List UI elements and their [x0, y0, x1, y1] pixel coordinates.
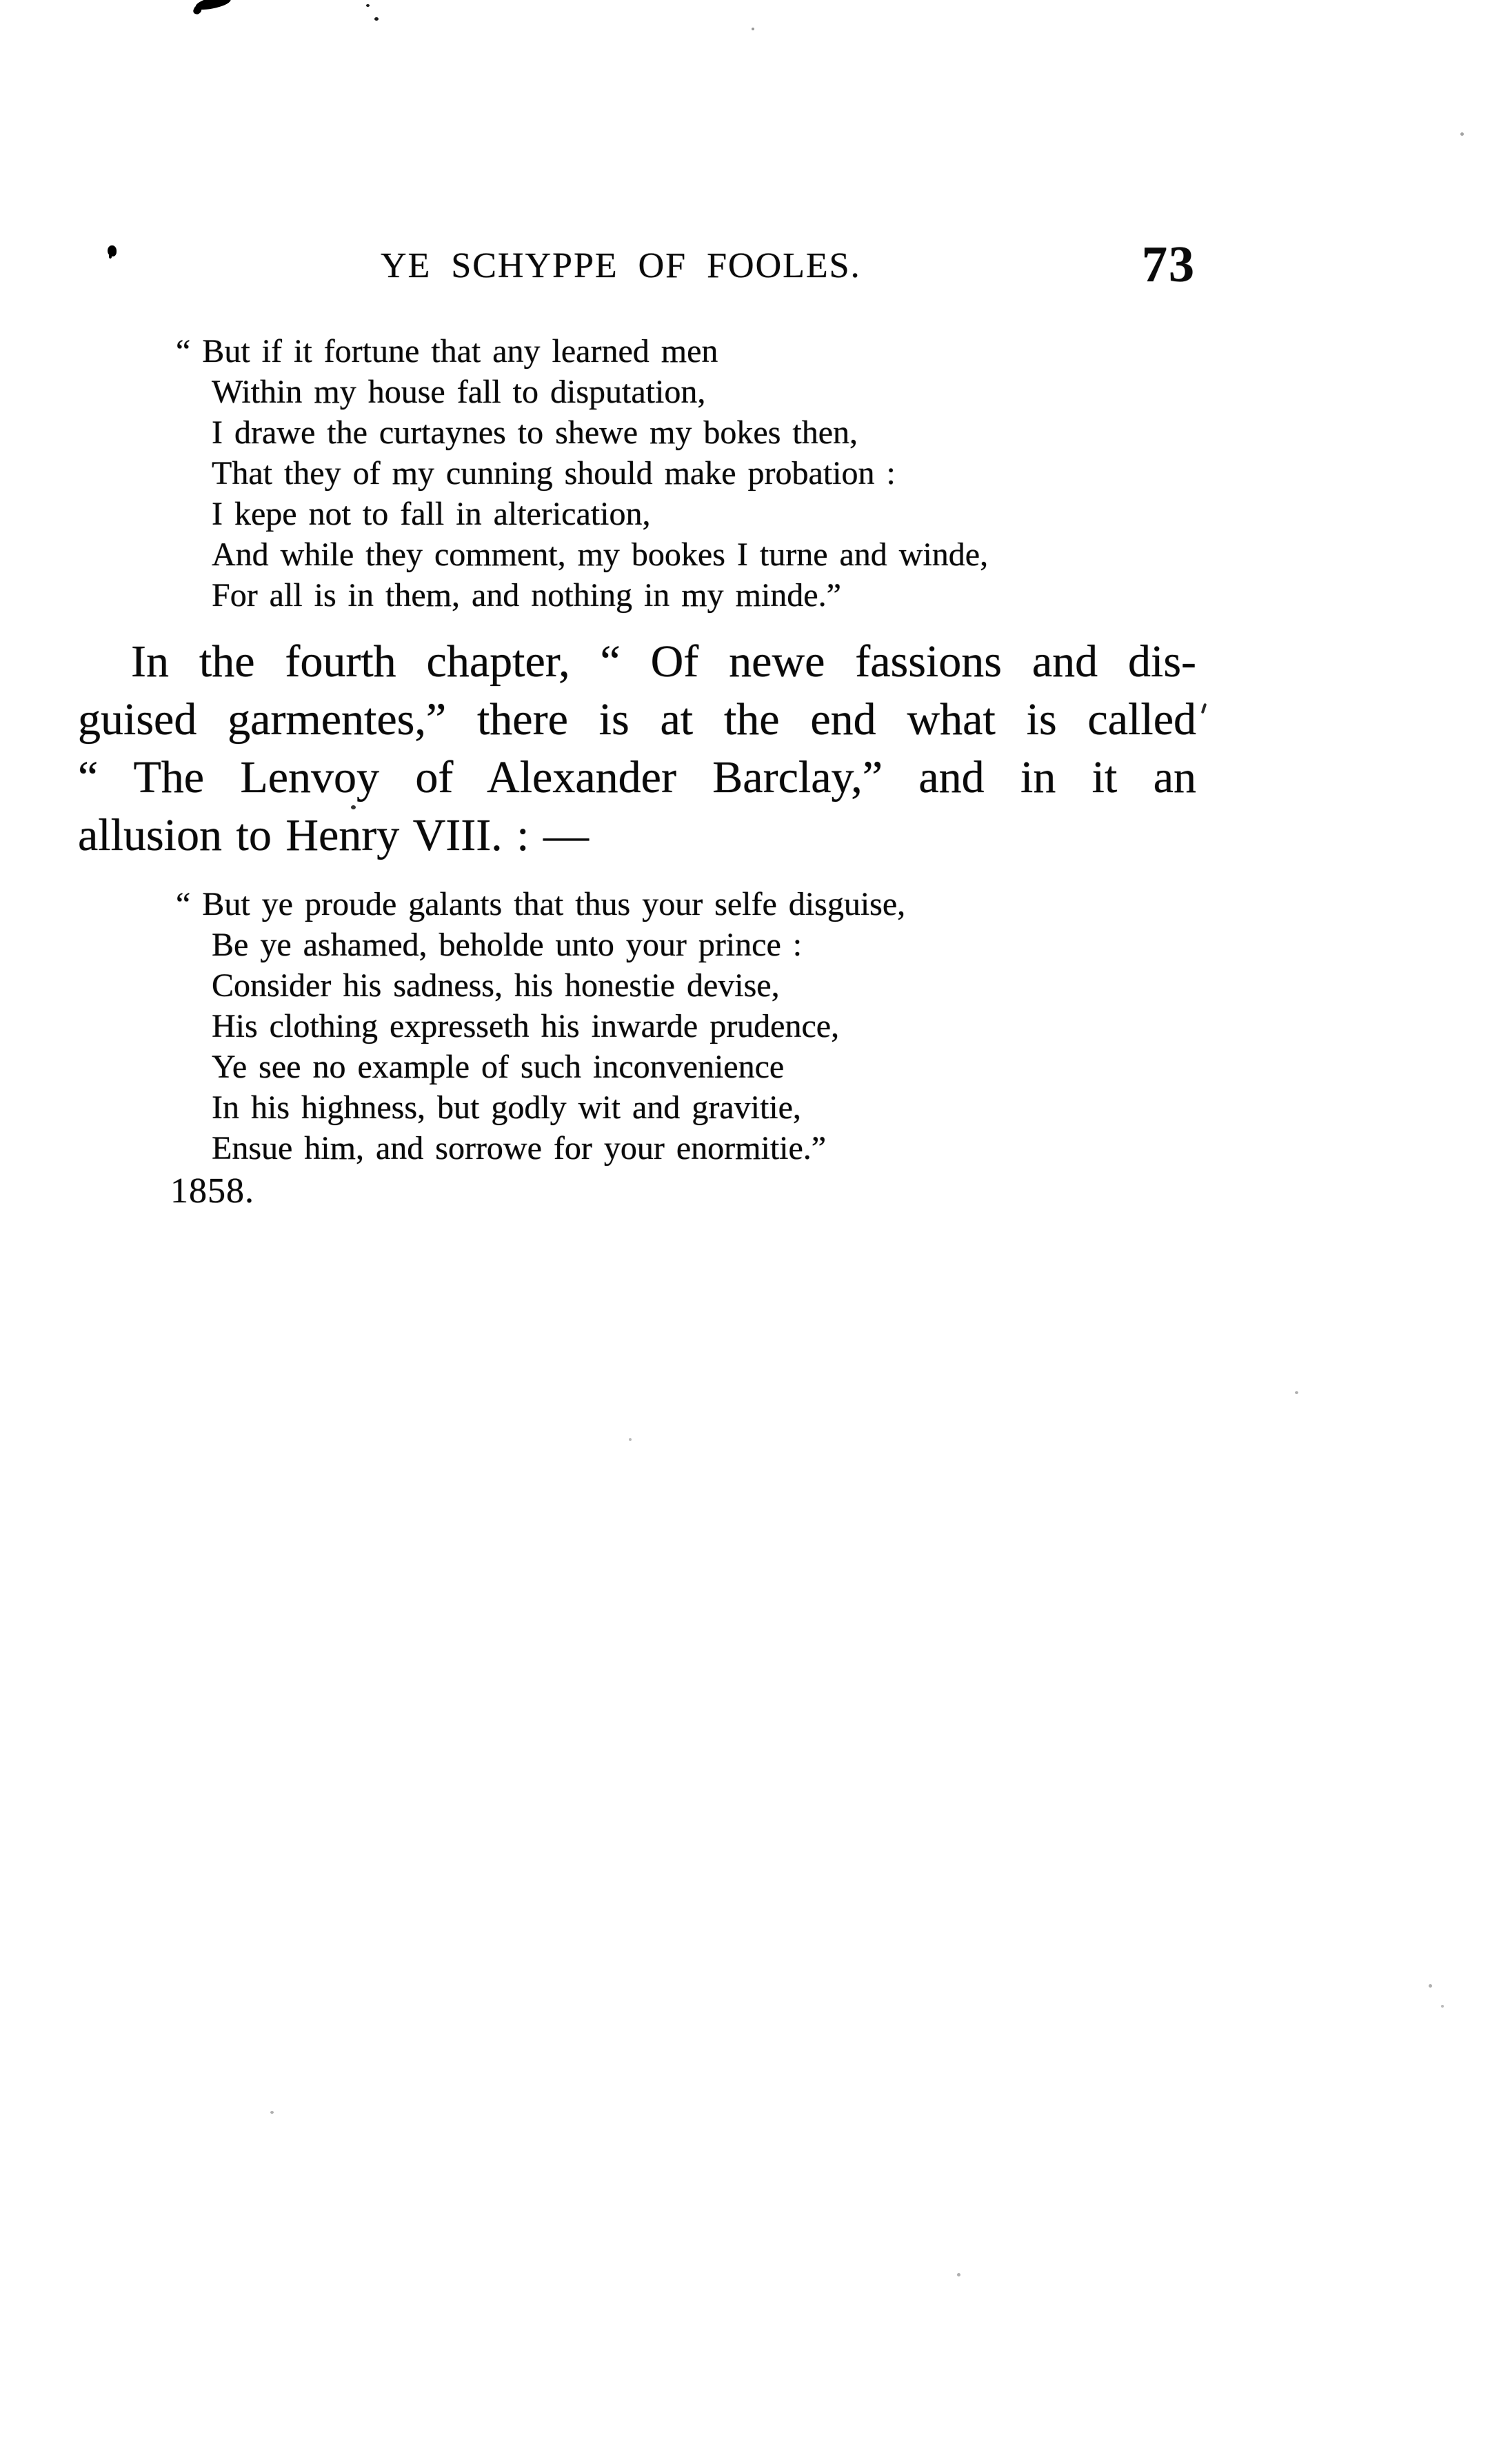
scan-speck — [1295, 1391, 1298, 1394]
verse-block-2 — [176, 884, 905, 1169]
verse-line: Within my house fall to disputation, — [212, 374, 706, 410]
verse-line: His clothing expresseth his inwarde prudence, — [212, 1008, 840, 1044]
verse-line: I kepe not to fall in alterication, — [212, 496, 651, 532]
scan-speck — [270, 2111, 274, 2114]
scan-speck — [957, 2273, 960, 2276]
verse-line: “ But ye proude galants that thus your selfe disguise, — [176, 886, 906, 922]
margin-ink-dot — [109, 254, 112, 259]
scan-speck — [629, 1438, 632, 1441]
scan-speck — [1441, 2005, 1444, 2008]
verse-block-1 — [176, 331, 988, 616]
verse-line: Ye see no example of such inconvenience — [212, 1049, 785, 1085]
scan-speck — [1460, 132, 1464, 136]
running-header: YE SCHYPPE OF FOOLES. — [381, 246, 861, 285]
verse-line: Ensue him, and sorrowe for your enormitie.” — [212, 1130, 827, 1167]
body-paragraph — [78, 633, 1196, 865]
verse-line: Consider his sadness, his honestie devise, — [212, 967, 780, 1004]
verse-line: For all is in them, and nothing in my minde.” — [212, 577, 841, 614]
stray-tick-mark — [1201, 703, 1207, 714]
scan-speck — [374, 17, 379, 21]
paragraph-line: guised garmentes,” there is at the end what is called — [78, 694, 1196, 745]
scan-speck — [1429, 1984, 1432, 1988]
verse-line: Be ye ashamed, beholde unto your prince : — [212, 927, 803, 963]
date-line: 1858. — [170, 1171, 254, 1211]
paragraph-line: “ The Lenvoy of Alexander Barclay,” and in it an — [78, 752, 1196, 802]
paragraph-line: allusion to Henry VIII. : — — [78, 810, 590, 860]
verse-line: In his highness, but godly wit and gravitie, — [212, 1089, 801, 1126]
page-number: 73 — [1142, 236, 1196, 293]
verse-line: “ But if it fortune that any learned men — [176, 333, 718, 370]
paragraph-line: In the fourth chapter, “ Of newe fassions and dis- — [131, 636, 1196, 687]
verse-line: And while they comment, my bookes I turne and winde, — [212, 536, 989, 573]
scan-speck — [366, 4, 370, 7]
verse-line: I drawe the curtaynes to shewe my bokes then, — [212, 414, 858, 451]
scan-speck — [752, 28, 754, 30]
verse-line: That they of my cunning should make probation : — [212, 455, 896, 492]
